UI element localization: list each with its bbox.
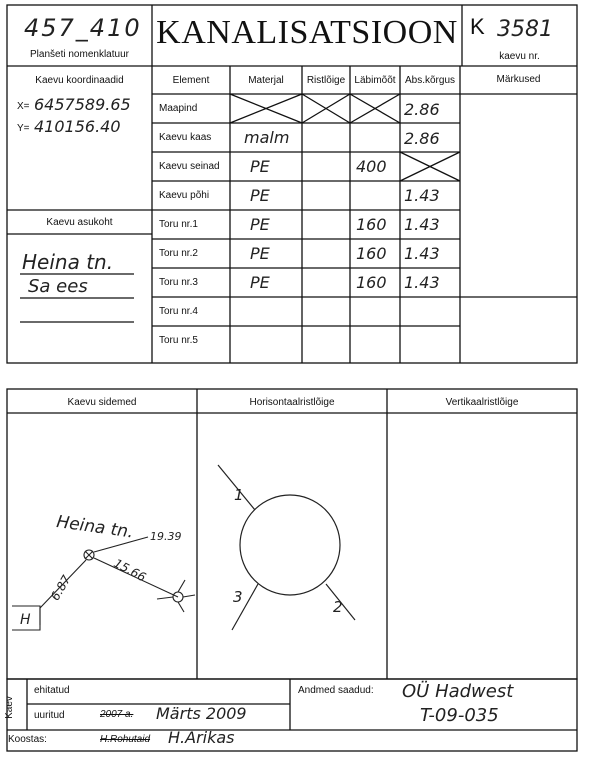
location-line-1: Heina tn. (22, 250, 114, 274)
well-links-sketch (12, 537, 195, 630)
compiled-printed-name: H.Rohutaid (100, 734, 151, 745)
k-letter: K (470, 14, 485, 39)
section-links-label: Kaevu sidemed (67, 397, 137, 408)
compiled-signature: H.Arikas (168, 728, 235, 747)
sketch-distance-1: 19.39 (150, 530, 182, 543)
location-line-2: Sa ees (28, 276, 88, 297)
row-element: Kaevu seinad (159, 161, 220, 172)
col-header-remarks: Märkused (496, 74, 541, 85)
row-height: 1.43 (404, 273, 440, 292)
col-header-material: Materjal (248, 74, 284, 86)
built-label: ehitatud (34, 685, 70, 696)
sketch-distance-2: 15.66 (111, 556, 149, 585)
coordinates-label: Kaevu koordinaadid (35, 75, 124, 86)
sketch-distance-3: 6.87 (48, 572, 74, 603)
data-from-label: Andmed saadud: (298, 685, 374, 696)
row-height: 1.43 (404, 215, 440, 234)
row-element: Kaevu põhi (159, 190, 210, 201)
compiled-label: Koostas: (8, 734, 47, 745)
pipe-1-label: 1 (234, 486, 244, 504)
pipe-3-label: 3 (233, 588, 243, 606)
row-diameter: 160 (356, 244, 387, 263)
location-label: Kaevu asukoht (46, 217, 113, 228)
col-header-abs-height: Abs.kõrgus (404, 74, 456, 86)
sketch-street-label: Heina tn. (55, 512, 135, 543)
row-height: 1.43 (404, 244, 440, 263)
row-material: PE (250, 244, 270, 263)
col-header-diameter: Läbimõõt (354, 74, 396, 86)
x-coordinate: 6457589.65 (34, 95, 131, 114)
row-element: Toru nr.2 (159, 248, 198, 259)
surveyed-date: Märts 2009 (156, 704, 247, 723)
row-element: Toru nr.1 (159, 219, 198, 230)
row-height: 2.86 (404, 129, 440, 148)
row-height: 2.86 (404, 100, 440, 119)
row-diameter: 400 (356, 157, 387, 176)
y-coordinate: 410156.40 (34, 117, 121, 136)
col-header-element: Element (172, 74, 210, 86)
section-vertical-label: Vertikaalristlõige (445, 397, 519, 408)
row-diameter: 160 (356, 215, 387, 234)
footer-side-label: Kaev (3, 696, 15, 719)
well-number: 3581 (497, 17, 553, 42)
row-element: Toru nr.5 (159, 335, 198, 346)
pipe-2-label: 2 (333, 598, 343, 616)
col-header-cross-section: Ristlõige (306, 74, 346, 86)
page-title: KANALISATSIOON (156, 14, 458, 51)
surveyed-printed-date: 2007 a. (100, 709, 134, 720)
surveyed-label: uuritud (34, 710, 65, 721)
nomenclature-value: 457_410 (24, 14, 142, 42)
row-element: Toru nr.4 (159, 306, 198, 317)
well-number-label: kaevu nr. (499, 51, 540, 62)
section-horizontal-label: Horisontaalristlõige (249, 397, 335, 408)
row-material: PE (250, 186, 270, 205)
row-material: malm (244, 128, 290, 147)
row-material: PE (250, 157, 270, 176)
row-diameter: 160 (356, 273, 387, 292)
row-element: Toru nr.3 (159, 277, 198, 288)
row-element: Maapind (159, 103, 198, 114)
sketch-house-label: H (20, 612, 31, 628)
x-label: X= (17, 101, 30, 112)
row-element: Kaevu kaas (159, 132, 212, 143)
row-material: PE (250, 273, 270, 292)
row-material: PE (250, 215, 270, 234)
nomenclature-label: Planšeti nomenklatuur (30, 49, 129, 60)
row-height: 1.43 (404, 186, 440, 205)
y-label: Y= (17, 123, 30, 134)
data-from-company: OÜ Hadwest (402, 681, 514, 702)
data-from-code: T-09-035 (420, 705, 499, 726)
